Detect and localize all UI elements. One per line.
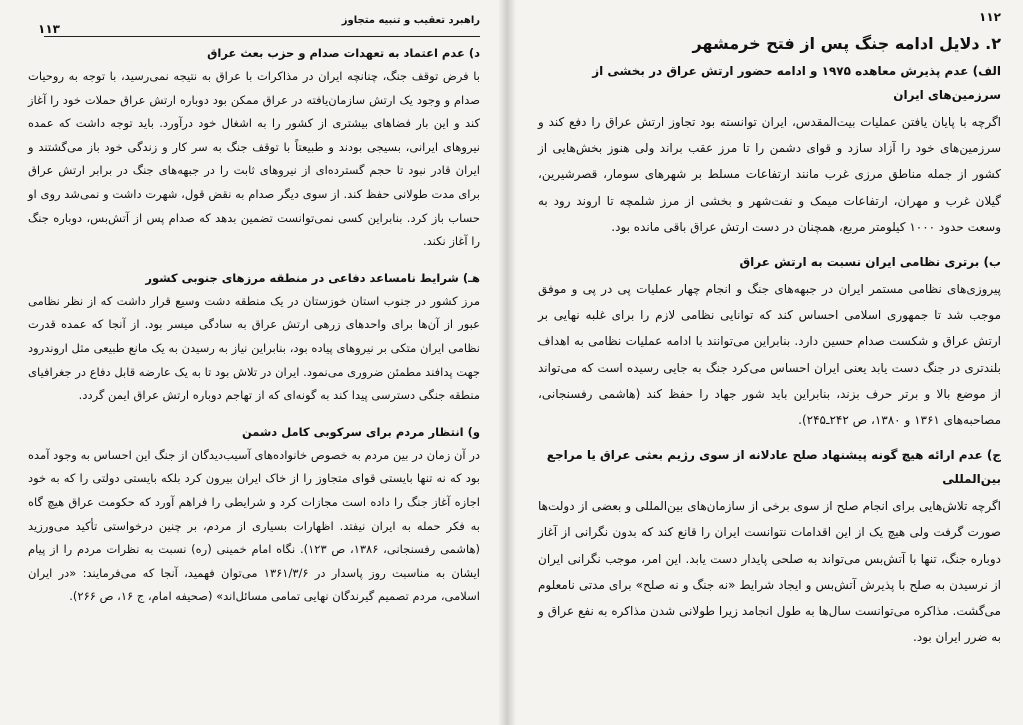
running-head [538,10,1001,36]
section-heading: د) عدم اعتماد به تعهدات صدام و حزب بعث عراق [207,46,480,60]
section [538,250,1001,433]
page-number: ۱۱۳ [38,22,60,36]
page-number: ۱۱۲ [979,10,1001,24]
right-page [512,0,1023,725]
running-head-title: راهبرد تعقیب و تنبیه متجاوز [341,15,480,26]
section-heading: ج) عدم ارائه هیچ گونه پیشنهاد صلح عادلانه از سوی رژیم بعثی عراق یا مراجع بین‌المللی [546,448,1001,487]
section-heading: و) انتظار مردم برای سرکوبی کامل دشمن [241,424,480,439]
section-body: اگرچه تلاش‌هایی برای انجام صلح از سوی برخی از سازمان‌های بین‌المللی و بعضی از دولت‌ها صورت گرفت ولی هیچ یک از این اقدامات نتوانست ایران را قانع کند که بدون نگرانی از آغاز دوباره جنگ، تنها با آتش‌بس می‌تواند به صلحی پایدار دست یابد. این امر، موجب نگرانی ایران از نرسیدن به صلح با پذیرش آتش‌بس و ایجاد شرایط «نه جنگ و نه صلح» برای مدتی نامعلوم می‌گشت. مذاکره می‌توانست سال‌ها به طول انجامد زیرا طولانی شدن مذاکره به نفع عراق و به ضرر ایران بود. [538,499,1001,645]
section [28,268,480,408]
section-heading: هـ) شرایط نامساعد دفاعی در منطقه مرزهای جنوبی کشور [145,270,480,285]
section-heading: الف) عدم پذیرش معاهده ۱۹۷۵ و ادامه حضور ارتش عراق در بخشی از سرزمین‌های ایران [592,64,1001,102]
section-heading: ب) برتری نظامی ایران نسبت به ارتش عراق [739,255,1001,270]
running-head [38,10,480,37]
section-body: با فرض توقف جنگ، چنانچه ایران در مذاکرات با عراق به نتیجه نمی‌رسید، با توجه به روحیات صدام و وجود یک ارتش سازمان‌یافته در عراق ممکن بود دوباره ارتش عراق حملات خود را آغاز کند و این بار فضاهای بیشتری از کشور را به اشغال خود درآورد. باید توجه داشت که عمده نیروهای ایرانی، بسیجی بودند و طبیعتاً با توقف جنگ به سر کار و زندگی خود باز می‌گشتند و ایران قادر نبود تا حجم گسترده‌ای از نیروهای ثابت را در جبهه‌های جنگ در برابر ارتش عراق برای مدت طولانی حفظ کند. از سوی دیگر صدام به نقض قول، شهرت داشت و نمی‌شد روی او حساب باز کرد. بنابراین کسی نمی‌توانست تضمین بدهد که صدام پس از آتش‌بس، دوباره جنگ را آغاز نکند. [28,69,480,249]
section [538,59,1001,240]
section-body: اگرچه با پایان یافتن عملیات بیت‌المقدس، ایران توانسته بود تجاوز ارتش عراق را دفع کند و سرزمین‌های خود را آزاد سازد و قوای دشمن را تا مرز عقب براند ولی هنوز بخش‌هایی از کشور از جمله مناطق مرزی غرب مانند ارتفاعات مسلط بر شهرهای سومار، قصرشیرین، گیلان غرب و مهران، ارتفاعات میمک و نفت‌شهر و بخشی از مرز شلمچه تا اروند رود به وسعت حدود ۱۰۰۰ کیلومتر مربع، همچنان در دست ارتش عراق باقی مانده بود. [538,115,1001,234]
section [538,443,1001,650]
section [28,43,480,254]
section-body: مرز کشور در جنوب استان خوزستان در یک منطقه دشت وسیع قرار داشت که از نظر نظامی عبور از آن‌ها برای واحدهای زرهی ارتش عراق به سادگی میسر بود. از آنجا که عمده قدرت نظامی ایران متکی بر نیروهای پیاده بود، بنابراین نیاز به رسیدن به یک مانع طبیعی مثل اروندرود جهت پدافند مطمئن ضروری می‌نمود. ایران در تلاش بود تا به یک عارضه قابل دفاع در جغرافیای منطقه جنگی دسترسی پیدا کند به گونه‌ای که از تهاجم دوباره ارتش عراق ایمن گردد. [28,293,480,403]
section-body: پیروزی‌های نظامی مستمر ایران در جبهه‌های جنگ و انجام چهار عملیات پی در پی و موفق موجب شد تا جمهوری اسلامی احساس کند که توانایی نظامی لازم را برای غلبه نهایی بر ارتش عراق و شکست صدام حسین دارد. بنابراین می‌توانند با ادامه عملیات نظامی به اهداف بلندتری در جنگ دست یابد یعنی ایران احساس می‌کرد جنگ به جایی رسیده است که می‌تواند از موضع بالا و برتر حرف بزند، بنابراین باید شور جهاد را حفظ کند (هاشمی رفسنجانی، مصاحبه‌های ۱۳۶۱ و ۱۳۸۰، ص ۲۴۲ـ۲۴۵). [538,282,1001,428]
section-title: ۲. دلایل ادامه جنگ پس از فتح خرمشهر [692,34,1001,53]
section-body: در آن زمان در بین مردم به خصوص خانواده‌های آسیب‌دیدگان از جنگ این احساس به وجود آمده بود که نه تنها بایستی قوای متجاوز را از خاک ایران بیرون کرد بلکه بایستی دولتی را که به خود اجازه آغاز جنگ را داده است مجازات کرد و شرایطی را فراهم آورد که حکومت عراق هیچ گاه به فکر حمله به ایران نیفتد. اظهارات بسیاری از مردم، بر چنین درخواستی تأکید می‌ورزید (هاشمی رفسنجانی، ۱۳۸۶، ص ۱۲۳). نگاه امام خمینی (ره) نسبت به نظرات مردم را از پیام ایشان به مناسبت روز پاسدار در ۱۳۶۱/۳/۶ می‌توان فهمید، آنجا که می‌فرمایند: «در ایران اسلامی، مردم تصمیم گیرندگان نهایی تمامی مسائل‌اند» (صحیفه امام، ج ۱۶، ص ۲۶۶). [28,447,481,604]
section [28,422,480,609]
left-page [0,0,500,725]
